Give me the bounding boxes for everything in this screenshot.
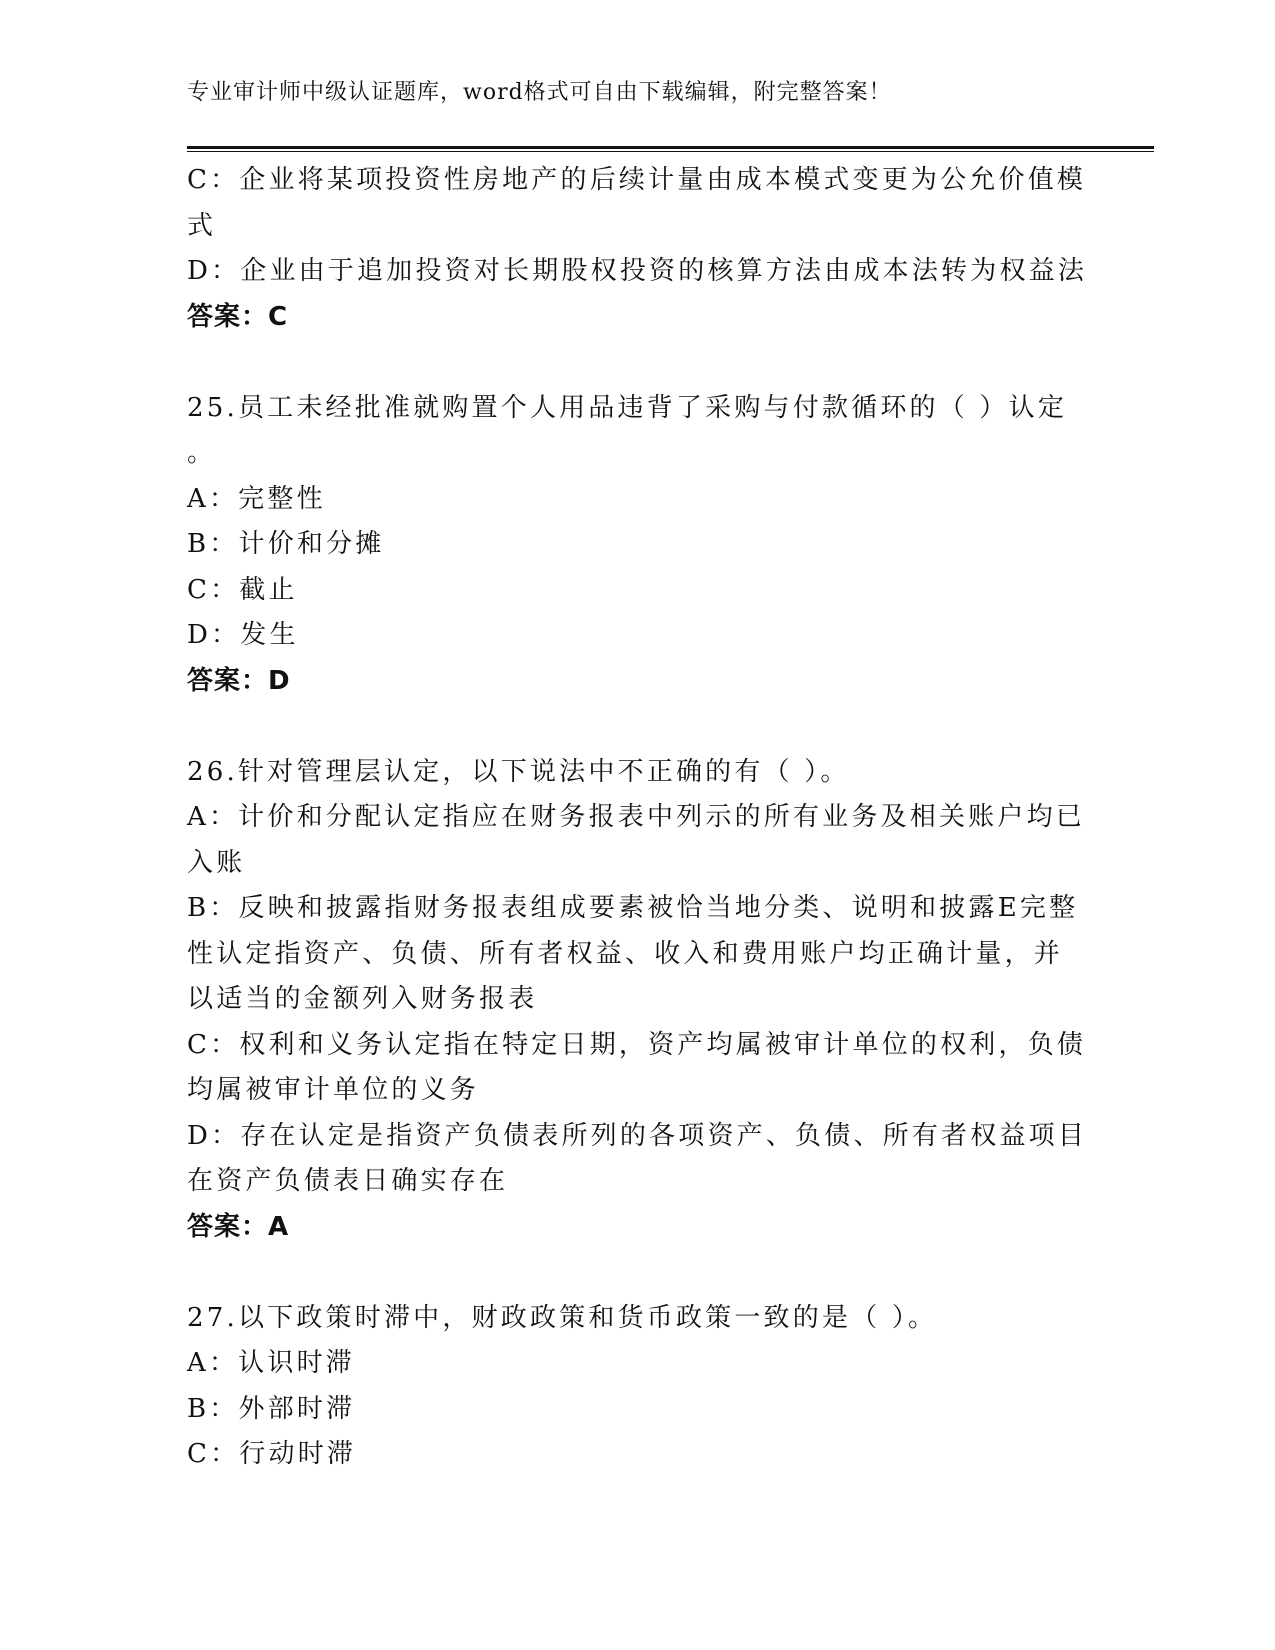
q26-option-b-line3: 以适当的金额列入财务报表	[187, 984, 538, 1014]
q27-option-c: C：行动时滞	[187, 1439, 357, 1469]
spacer	[187, 340, 1087, 386]
q26-option-d-line1: D：存在认定是指资产负债表所列的各项资产、负债、所有者权益项目	[187, 1120, 1088, 1151]
q25-option-d: D：发生	[187, 620, 299, 650]
header-divider	[187, 146, 1154, 152]
page-header: 专业审计师中级认证题库，word格式可自由下载编辑，附完整答案！	[187, 80, 892, 105]
spacer	[187, 704, 1087, 750]
q26-option-b-line2: 性认定指资产、负债、所有者权益、收入和费用账户均正确计量，并	[187, 938, 1064, 969]
q25-option-a: A：完整性	[187, 483, 326, 514]
document-body	[187, 158, 1087, 1478]
q26-option-d-line2: 在资产负债表日确实存在	[187, 1166, 509, 1196]
q26-option-c-line2: 均属被审计单位的义务	[187, 1075, 480, 1105]
q25-option-c: C：截止	[187, 574, 298, 605]
q25-answer: 答案：D	[187, 665, 291, 696]
q25-stem-line2: 。	[187, 438, 217, 468]
q26-option-a-line1: A：计价和分配认定指应在财务报表中列示的所有业务及相关账户均已	[187, 802, 1085, 832]
spacer	[187, 1250, 1087, 1296]
q26-option-c-line1: C：权利和义务认定指在特定日期，资产均属被审计单位的权利，负债	[187, 1029, 1087, 1060]
q26-option-a-line2: 入账	[187, 847, 246, 878]
q27-stem: 27.以下政策时滞中，财政政策和货币政策一致的是（ ）。	[187, 1302, 938, 1333]
q27-option-b: B：外部时滞	[187, 1393, 356, 1424]
q25-option-b: B：计价和分摊	[187, 529, 385, 559]
q26-answer: 答案：A	[187, 1211, 290, 1242]
q26-stem: 26.针对管理层认定，以下说法中不正确的有（ ）。	[187, 756, 850, 787]
q24-option-c-line2: 式	[187, 210, 217, 241]
q24-option-c-line1: C：企业将某项投资性房地产的后续计量由成本模式变更为公允价值模	[187, 165, 1087, 195]
q25-stem-line1: 25.员工未经批准就购置个人用品违背了采购与付款循环的（ ）认定	[187, 392, 1068, 423]
q27-option-a: A：认识时滞	[187, 1348, 355, 1378]
q26-option-b-line1: B：反映和披露指财务报表组成要素被恰当地分类、说明和披露E完整	[187, 893, 1079, 923]
q24-answer: 答案：C	[187, 301, 289, 332]
q24-option-d: D：企业由于追加投资对长期股权投资的核算方法由成本法转为权益法	[187, 256, 1088, 286]
